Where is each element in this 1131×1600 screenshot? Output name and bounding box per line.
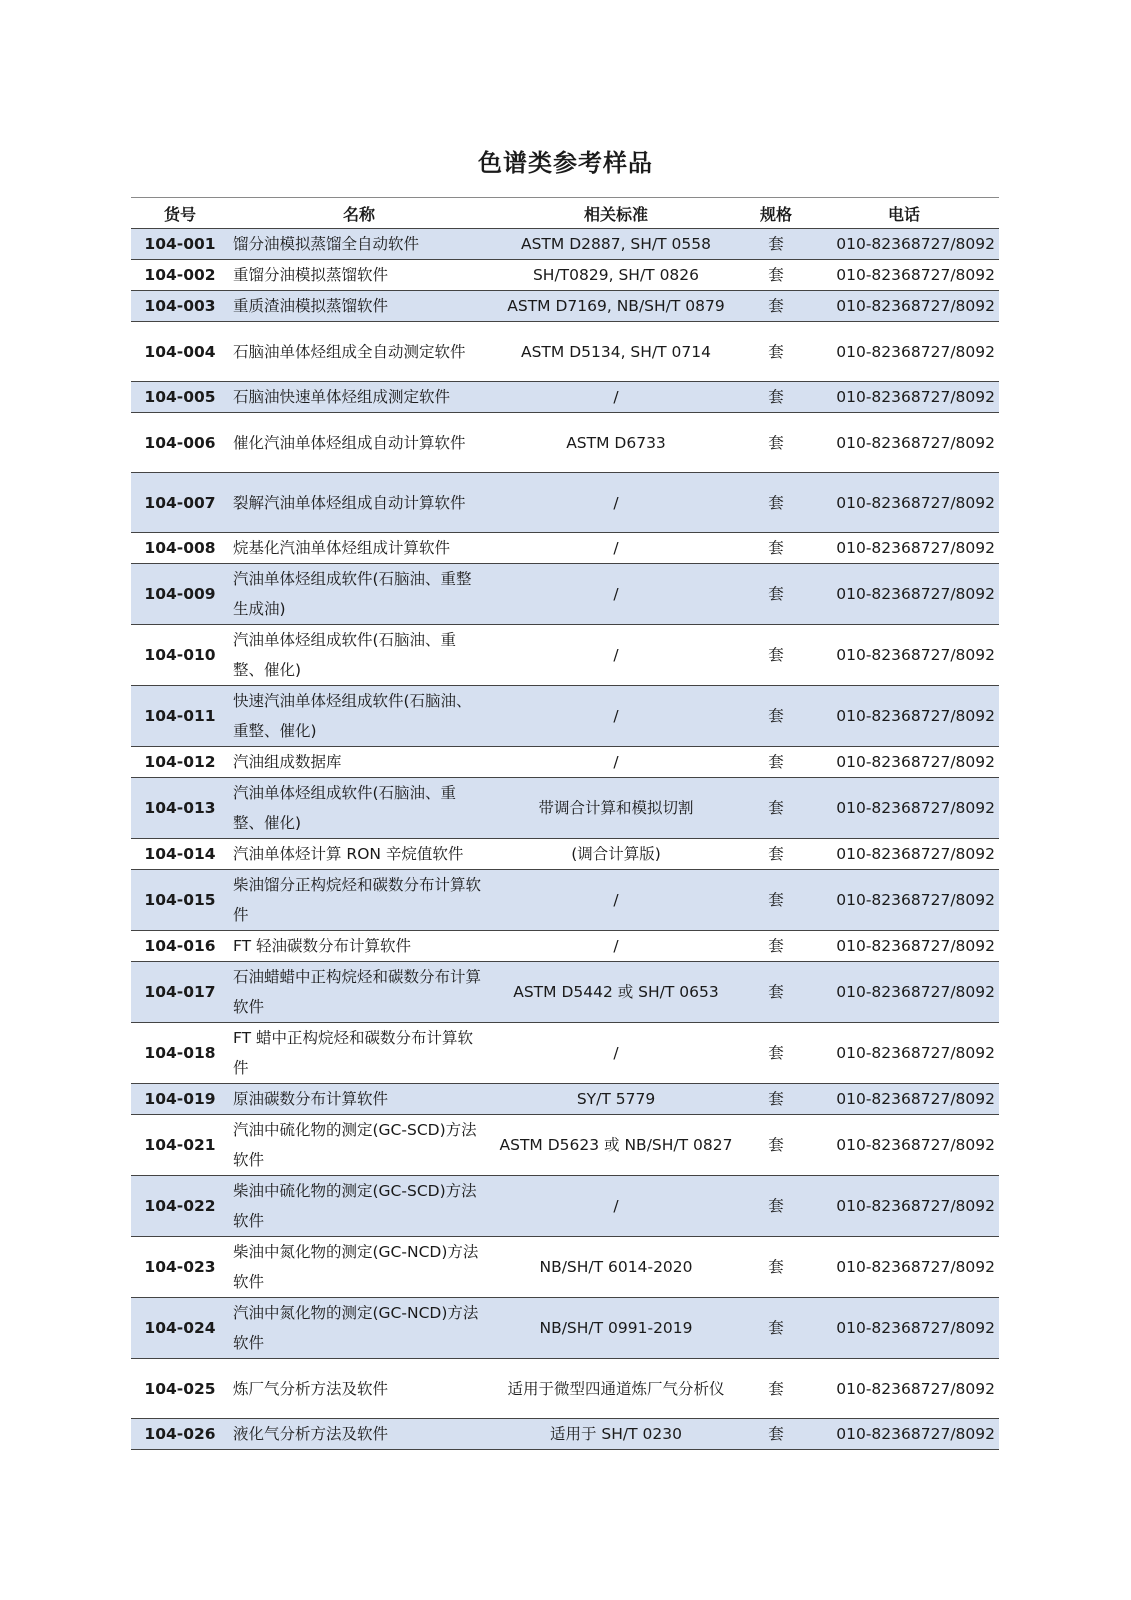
cell-name: 裂解汽油单体烃组成自动计算软件 bbox=[233, 493, 466, 512]
table-row bbox=[131, 1359, 999, 1419]
cell-standard: ASTM D6733 bbox=[566, 433, 666, 452]
cell-code: 104-003 bbox=[144, 297, 216, 315]
cell-code: 104-024 bbox=[144, 1319, 216, 1337]
cell-standard: / bbox=[613, 1044, 619, 1062]
cell-standard: ASTM D7169, NB/SH/T 0879 bbox=[507, 297, 725, 315]
table-row bbox=[131, 564, 999, 625]
cell-name: 烷基化汽油单体烃组成计算软件 bbox=[233, 539, 451, 557]
cell-phone: 010-82368727/8092 bbox=[836, 266, 995, 284]
cell-phone: 010-82368727/8092 bbox=[836, 891, 995, 909]
cell-spec: 套 bbox=[768, 1379, 784, 1398]
table-row bbox=[131, 747, 999, 778]
table-body bbox=[131, 229, 999, 1450]
cell-standard: / bbox=[613, 646, 619, 664]
cell-standard: / bbox=[613, 585, 619, 603]
cell-spec: 套 bbox=[768, 937, 784, 955]
cell-standard: ASTM D5623 或 NB/SH/T 0827 bbox=[499, 1136, 733, 1154]
table-row bbox=[131, 962, 999, 1023]
table-row bbox=[131, 229, 999, 260]
cell-phone: 010-82368727/8092 bbox=[836, 1090, 995, 1108]
cell-phone: 010-82368727/8092 bbox=[836, 585, 995, 603]
header-spec: 规格 bbox=[759, 204, 792, 224]
cell-code: 104-026 bbox=[144, 1425, 216, 1443]
table-row bbox=[131, 1023, 999, 1084]
cell-code: 104-013 bbox=[144, 799, 216, 817]
cell-name: 汽油单体烃组成软件(石脑油、重整、催化) bbox=[233, 631, 457, 679]
cell-phone: 010-82368727/8092 bbox=[836, 1136, 995, 1154]
cell-spec: 套 bbox=[768, 707, 784, 725]
cell-code: 104-023 bbox=[144, 1258, 216, 1276]
cell-spec: 套 bbox=[768, 1136, 784, 1154]
cell-name: 快速汽油单体烃组成软件(石脑油、重整、催化) bbox=[233, 692, 472, 740]
cell-name: 催化汽油单体烃组成自动计算软件 bbox=[233, 433, 466, 452]
cell-name: 柴油中硫化物的测定(GC-SCD)方法软件 bbox=[233, 1182, 477, 1230]
header-row bbox=[131, 198, 999, 229]
cell-name: 汽油单体烃组成软件(石脑油、重整生成油) bbox=[233, 570, 472, 618]
cell-spec: 套 bbox=[768, 753, 784, 771]
cell-phone: 010-82368727/8092 bbox=[836, 753, 995, 771]
cell-phone: 010-82368727/8092 bbox=[836, 493, 995, 512]
cell-phone: 010-82368727/8092 bbox=[836, 799, 995, 817]
cell-code: 104-004 bbox=[144, 342, 216, 361]
cell-code: 104-007 bbox=[144, 493, 216, 512]
table-row bbox=[131, 686, 999, 747]
table-header bbox=[131, 198, 999, 229]
cell-code: 104-001 bbox=[144, 235, 216, 253]
cell-phone: 010-82368727/8092 bbox=[836, 1258, 995, 1276]
cell-standard: / bbox=[613, 891, 619, 909]
cell-standard: 适用于微型四通道炼厂气分析仪 bbox=[507, 1379, 725, 1398]
cell-standard: / bbox=[613, 1197, 619, 1215]
cell-phone: 010-82368727/8092 bbox=[836, 433, 995, 452]
cell-code: 104-022 bbox=[144, 1197, 216, 1215]
cell-spec: 套 bbox=[768, 342, 784, 361]
table-row bbox=[131, 260, 999, 291]
table-row bbox=[131, 870, 999, 931]
cell-standard: NB/SH/T 6014-2020 bbox=[539, 1258, 693, 1276]
cell-spec: 套 bbox=[768, 1258, 784, 1276]
cell-standard: ASTM D5134, SH/T 0714 bbox=[520, 342, 711, 361]
cell-phone: 010-82368727/8092 bbox=[836, 1319, 995, 1337]
cell-code: 104-018 bbox=[144, 1044, 216, 1062]
table-row bbox=[131, 1115, 999, 1176]
cell-phone: 010-82368727/8092 bbox=[836, 539, 995, 557]
cell-code: 104-012 bbox=[144, 753, 216, 771]
cell-standard: / bbox=[613, 937, 619, 955]
cell-name: 汽油组成数据库 bbox=[233, 753, 342, 771]
cell-name: 石油蜡蜡中正构烷烃和碳数分布计算软件 bbox=[233, 968, 482, 1016]
table-row bbox=[131, 1237, 999, 1298]
cell-code: 104-014 bbox=[144, 845, 216, 863]
cell-name: FT 蜡中正构烷烃和碳数分布计算软件 bbox=[233, 1029, 474, 1077]
cell-spec: 套 bbox=[768, 845, 784, 863]
cell-standard: 带调合计算和模拟切割 bbox=[538, 799, 694, 817]
table-row bbox=[131, 839, 999, 870]
cell-standard: SY/T 5779 bbox=[576, 1090, 656, 1108]
cell-code: 104-019 bbox=[144, 1090, 216, 1108]
table-row bbox=[131, 778, 999, 839]
cell-phone: 010-82368727/8092 bbox=[836, 342, 995, 361]
cell-name: 柴油馏分正构烷烃和碳数分布计算软件 bbox=[233, 876, 482, 924]
cell-phone: 010-82368727/8092 bbox=[836, 707, 995, 725]
table-row bbox=[131, 1084, 999, 1115]
cell-standard: NB/SH/T 0991-2019 bbox=[539, 1319, 693, 1337]
cell-standard: ASTM D5442 或 SH/T 0653 bbox=[513, 983, 719, 1001]
cell-name: 馏分油模拟蒸馏全自动软件 bbox=[233, 235, 420, 253]
cell-name: 石脑油单体烃组成全自动测定软件 bbox=[233, 342, 466, 361]
cell-phone: 010-82368727/8092 bbox=[836, 646, 995, 664]
cell-code: 104-005 bbox=[144, 388, 216, 406]
table-row bbox=[131, 322, 999, 382]
cell-phone: 010-82368727/8092 bbox=[836, 1197, 995, 1215]
cell-spec: 套 bbox=[768, 235, 784, 253]
cell-spec: 套 bbox=[768, 1044, 784, 1062]
header-phone: 电话 bbox=[887, 204, 920, 224]
cell-standard: 适用于 SH/T 0230 bbox=[550, 1425, 682, 1443]
cell-name: 重馏分油模拟蒸馏软件 bbox=[233, 266, 389, 284]
cell-phone: 010-82368727/8092 bbox=[836, 937, 995, 955]
cell-name: FT 轻油碳数分布计算软件 bbox=[233, 937, 412, 955]
cell-spec: 套 bbox=[768, 1319, 784, 1337]
cell-code: 104-006 bbox=[144, 433, 216, 452]
cell-spec: 套 bbox=[768, 493, 784, 512]
cell-name: 汽油中硫化物的测定(GC-SCD)方法软件 bbox=[233, 1121, 477, 1169]
cell-standard: / bbox=[613, 388, 619, 406]
cell-code: 104-017 bbox=[144, 983, 216, 1001]
table-row bbox=[131, 625, 999, 686]
cell-code: 104-011 bbox=[144, 707, 216, 725]
cell-spec: 套 bbox=[768, 646, 784, 664]
cell-phone: 010-82368727/8092 bbox=[836, 1044, 995, 1062]
cell-spec: 套 bbox=[768, 1197, 784, 1215]
cell-code: 104-002 bbox=[144, 266, 216, 284]
header-code: 货号 bbox=[163, 204, 196, 224]
cell-spec: 套 bbox=[768, 585, 784, 603]
cell-phone: 010-82368727/8092 bbox=[836, 983, 995, 1001]
cell-code: 104-009 bbox=[144, 585, 216, 603]
header-standard: 相关标准 bbox=[583, 204, 648, 224]
cell-standard: / bbox=[613, 753, 619, 771]
cell-name: 重质渣油模拟蒸馏软件 bbox=[233, 297, 389, 315]
cell-standard: / bbox=[613, 539, 619, 557]
cell-phone: 010-82368727/8092 bbox=[836, 845, 995, 863]
header-name: 名称 bbox=[342, 204, 375, 224]
table-row bbox=[131, 533, 999, 564]
table-row bbox=[131, 1419, 999, 1450]
cell-spec: 套 bbox=[768, 1425, 784, 1443]
table-row bbox=[131, 1176, 999, 1237]
cell-name: 石脑油快速单体烃组成测定软件 bbox=[233, 388, 451, 406]
table-row bbox=[131, 291, 999, 322]
page-title: 色谱类参考样品 bbox=[478, 149, 653, 177]
cell-phone: 010-82368727/8092 bbox=[836, 1425, 995, 1443]
cell-code: 104-015 bbox=[144, 891, 216, 909]
cell-code: 104-021 bbox=[144, 1136, 216, 1154]
cell-code: 104-025 bbox=[144, 1379, 216, 1398]
cell-phone: 010-82368727/8092 bbox=[836, 297, 995, 315]
table-row bbox=[131, 413, 999, 473]
cell-name: 柴油中氮化物的测定(GC-NCD)方法软件 bbox=[233, 1243, 479, 1291]
cell-standard: / bbox=[613, 707, 619, 725]
catalog-table bbox=[131, 197, 999, 1450]
cell-standard: ASTM D2887, SH/T 0558 bbox=[520, 235, 711, 253]
cell-spec: 套 bbox=[768, 297, 784, 315]
cell-name: 汽油单体烃组成软件(石脑油、重整、催化) bbox=[233, 784, 457, 832]
cell-spec: 套 bbox=[768, 539, 784, 557]
table-row bbox=[131, 1298, 999, 1359]
cell-spec: 套 bbox=[768, 891, 784, 909]
cell-spec: 套 bbox=[768, 433, 784, 452]
table-row bbox=[131, 931, 999, 962]
cell-spec: 套 bbox=[768, 388, 784, 406]
cell-phone: 010-82368727/8092 bbox=[836, 388, 995, 406]
cell-spec: 套 bbox=[768, 983, 784, 1001]
cell-standard: / bbox=[613, 493, 619, 512]
table-row bbox=[131, 382, 999, 413]
cell-spec: 套 bbox=[768, 1090, 784, 1108]
cell-standard: SH/T0829, SH/T 0826 bbox=[532, 266, 700, 284]
cell-phone: 010-82368727/8092 bbox=[836, 1379, 995, 1398]
cell-name: 原油碳数分布计算软件 bbox=[233, 1090, 389, 1108]
cell-spec: 套 bbox=[768, 266, 784, 284]
cell-spec: 套 bbox=[768, 799, 784, 817]
cell-name: 炼厂气分析方法及软件 bbox=[233, 1379, 389, 1398]
cell-phone: 010-82368727/8092 bbox=[836, 235, 995, 253]
cell-standard: (调合计算版) bbox=[571, 845, 661, 863]
cell-code: 104-016 bbox=[144, 937, 216, 955]
table-row bbox=[131, 473, 999, 533]
cell-name: 汽油单体烃计算 RON 辛烷值软件 bbox=[233, 845, 464, 863]
cell-name: 液化气分析方法及软件 bbox=[233, 1425, 389, 1443]
cell-code: 104-008 bbox=[144, 539, 216, 557]
cell-name: 汽油中氮化物的测定(GC-NCD)方法软件 bbox=[233, 1304, 479, 1352]
cell-code: 104-010 bbox=[144, 646, 216, 664]
